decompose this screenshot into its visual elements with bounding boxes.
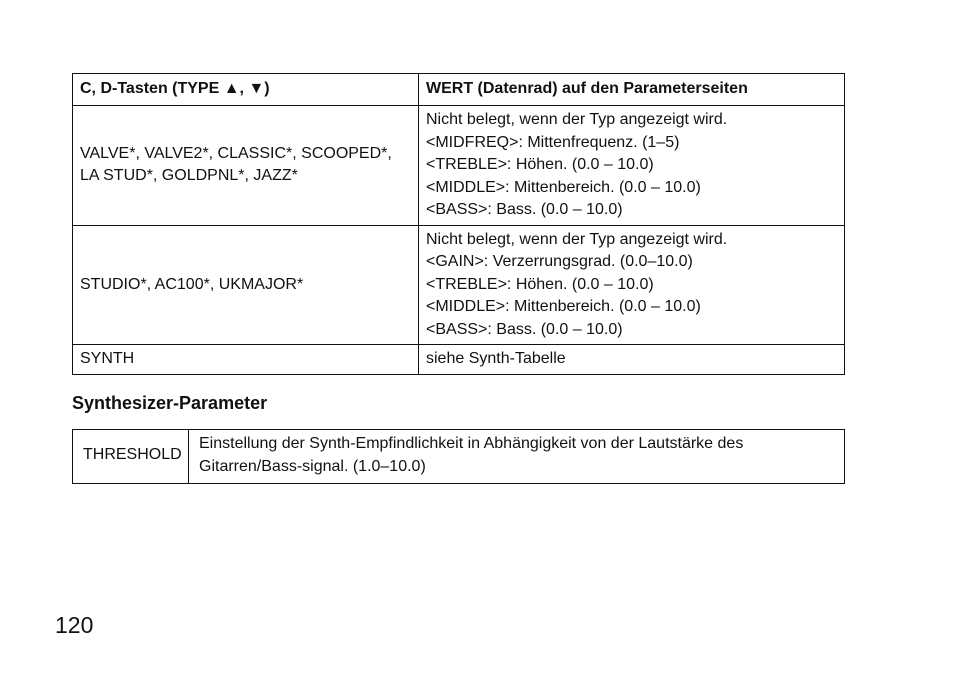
page-number: 120: [55, 612, 94, 638]
description-line: Gitarren/Bass-signal. (1.0–10.0): [199, 457, 426, 475]
value-line: <TREBLE>: Höhen. (0.0 – 10.0): [426, 275, 654, 293]
type-cell: [73, 345, 419, 375]
value-line: <MIDDLE>: Mittenbereich. (0.0 – 10.0): [426, 178, 701, 196]
value-line: Nicht belegt, wenn der Typ angezeigt wird.: [426, 111, 728, 128]
description-line: Einstellung der Synth-Empfindlichkeit in Abhängigkeit von der Lautstärke des: [199, 435, 744, 452]
table-row: [73, 345, 845, 375]
table-row: [73, 430, 845, 484]
value-line: <BASS>: Bass. (0.0 – 10.0): [426, 201, 623, 218]
value-line: <MIDDLE>: Mittenbereich. (0.0 – 10.0): [426, 298, 701, 315]
header-value: WERT (Datenrad) auf den Parameterseiten: [419, 74, 845, 106]
type-cell: [73, 106, 419, 226]
type-line: LA STUD*, GOLDPNL*, JAZZ*: [80, 167, 298, 185]
value-cell: [419, 345, 845, 375]
parameter-cell: THRESHOLD: [73, 430, 189, 484]
parameter-table: [72, 73, 845, 375]
value-cell: [419, 106, 845, 226]
description-cell: [189, 430, 845, 484]
value-line: Nicht belegt, wenn der Typ angezeigt wird.: [426, 230, 728, 248]
value-line: <MIDFREQ>: Mittenfrequenz. (1–5): [426, 133, 680, 151]
value-line: <TREBLE>: Höhen. (0.0 – 10.0): [426, 156, 654, 173]
type-line: VALVE*, VALVE2*, CLASSIC*, SCOOPED*,: [80, 144, 392, 162]
value-line: siehe Synth-Tabelle: [426, 350, 566, 368]
synth-parameter-table: [72, 429, 845, 484]
type-line: STUDIO*, AC100*, UKMAJOR*: [80, 275, 304, 293]
table-row: [73, 225, 845, 345]
value-line: <GAIN>: Verzerrungsgrad. (0.0–10.0): [426, 253, 693, 270]
value-cell: [419, 225, 845, 345]
type-cell: [73, 225, 419, 345]
table-header-row: [73, 74, 845, 106]
type-line: SYNTH: [80, 350, 135, 368]
section-title: Synthesizer-Parameter: [72, 393, 268, 413]
value-line: <BASS>: Bass. (0.0 – 10.0): [426, 320, 623, 338]
table-row: [73, 106, 845, 226]
header-type-keys: C, D-Tasten (TYPE ▲, ▼): [73, 74, 419, 106]
